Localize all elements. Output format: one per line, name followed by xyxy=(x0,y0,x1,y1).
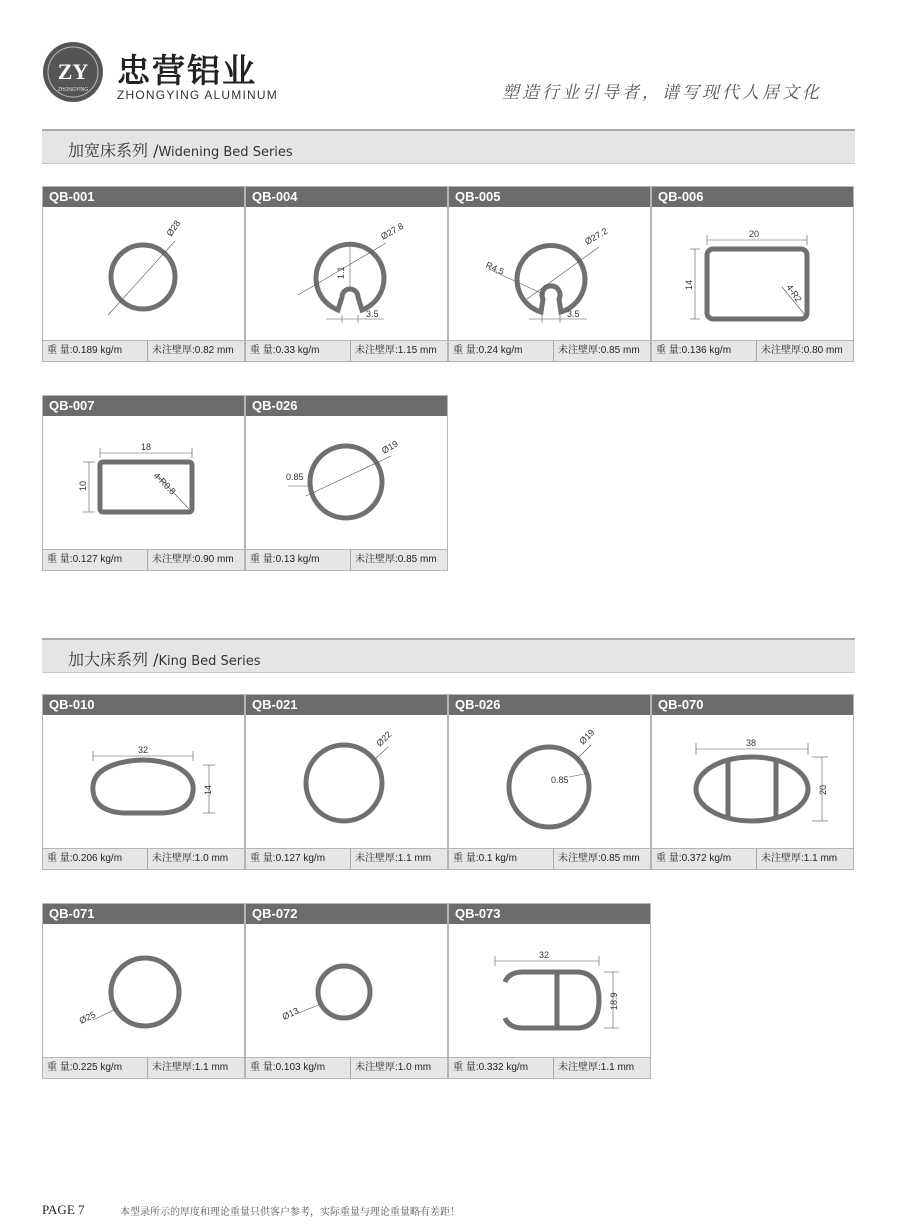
thickness-value: 0.80 mm xyxy=(803,345,843,356)
thickness-value: 1.0 mm xyxy=(397,1062,432,1073)
profile-drawing xyxy=(449,715,650,849)
svg-text:Ø27.8: Ø27.8 xyxy=(379,220,406,242)
svg-text:18.9: 18.9 xyxy=(609,992,619,1010)
profile-drawing xyxy=(43,715,244,849)
weight-value: 0.24 kg/m xyxy=(478,345,523,356)
logo-sub: ZHONGYING xyxy=(57,87,89,93)
product-code: QB-007 xyxy=(43,396,244,416)
svg-text:Ø19: Ø19 xyxy=(380,438,400,456)
thickness-value: 1.1 mm xyxy=(803,853,838,864)
thickness-value: 0.85 mm xyxy=(600,853,640,864)
svg-text:0.85: 0.85 xyxy=(286,472,304,482)
product-code: QB-004 xyxy=(246,187,447,207)
profile-drawing xyxy=(652,715,853,849)
section-title xyxy=(68,138,293,161)
thickness-value: 0.90 mm xyxy=(194,554,234,565)
spec-row: 重 量:0.13 kg/m 未注壁厚:0.85 mm xyxy=(246,549,447,570)
weight-value: 0.103 kg/m xyxy=(275,1062,326,1073)
svg-text:20: 20 xyxy=(749,229,760,239)
weight-cell: 重 量:0.189 kg/m xyxy=(43,341,148,361)
product-code: QB-073 xyxy=(449,904,650,924)
product-code: QB-026 xyxy=(449,695,650,715)
thickness-value: 1.1 mm xyxy=(194,1062,229,1073)
product-code: QB-001 xyxy=(43,187,244,207)
svg-text:14: 14 xyxy=(203,784,213,795)
weight-value: 0.225 kg/m xyxy=(72,1062,123,1073)
product-card xyxy=(245,694,448,870)
product-card xyxy=(42,186,245,362)
section-title-en: Widening Bed Series xyxy=(158,145,293,160)
svg-text:3.5: 3.5 xyxy=(366,309,379,319)
svg-text:32: 32 xyxy=(138,745,149,755)
profile-drawing xyxy=(449,207,650,341)
product-card xyxy=(42,694,245,870)
section-title-en: King Bed Series xyxy=(158,654,261,669)
spec-row: 重 量:0.33 kg/m 未注壁厚:1.15 mm xyxy=(246,340,447,361)
spec-row: 重 量:0.372 kg/m 未注壁厚:1.1 mm xyxy=(652,848,853,869)
spec-row: 重 量:0.24 kg/m 未注壁厚:0.85 mm xyxy=(449,340,650,361)
dim-label: Ø28 xyxy=(164,218,183,239)
thickness-value: 0.82 mm xyxy=(194,345,234,356)
section-title xyxy=(68,647,261,670)
svg-text:Ø25: Ø25 xyxy=(77,1009,98,1026)
spec-row: 重 量:0.127 kg/m 未注壁厚:1.1 mm xyxy=(246,848,447,869)
weight-value: 0.136 kg/m xyxy=(681,345,732,356)
profile-drawing xyxy=(43,207,244,341)
weight-value: 0.206 kg/m xyxy=(72,853,123,864)
spec-row: 重 量:0.103 kg/m 未注壁厚:1.0 mm xyxy=(246,1057,447,1078)
product-card xyxy=(448,903,651,1079)
weight-value: 0.127 kg/m xyxy=(72,554,123,565)
thickness-value: 0.85 mm xyxy=(600,345,640,356)
thickness-value: 1.0 mm xyxy=(194,853,229,864)
weight-value: 0.372 kg/m xyxy=(681,853,732,864)
product-card xyxy=(245,903,448,1079)
spec-row: 重 量:0.206 kg/m 未注壁厚:1.0 mm xyxy=(43,848,244,869)
product-card xyxy=(245,395,448,571)
product-card xyxy=(42,903,245,1079)
footnote: 本型录所示的厚度和理论重量只供客户参考，实际重量与理论重量略有差距！ xyxy=(120,1207,460,1218)
slogan: 塑造行业引导者，谱写现代人居文化 xyxy=(502,83,822,103)
spec-row: 重 量:0.127 kg/m 未注壁厚:0.90 mm xyxy=(43,549,244,570)
svg-text:R4.5: R4.5 xyxy=(484,259,506,277)
profile-drawing xyxy=(246,416,447,550)
product-card xyxy=(651,186,854,362)
svg-text:32: 32 xyxy=(539,950,550,960)
product-code: QB-010 xyxy=(43,695,244,715)
svg-text:14: 14 xyxy=(684,279,694,290)
spec-row: 重 量:0.136 kg/m 未注壁厚:0.80 mm xyxy=(652,340,853,361)
logo-text: ZY xyxy=(57,59,89,84)
weight-value: 0.33 kg/m xyxy=(275,345,320,356)
section-bar-widening xyxy=(42,129,855,164)
spec-row: 重 量:0.332 kg/m 未注壁厚:1.1 mm xyxy=(449,1057,650,1078)
section-bar-king xyxy=(42,638,855,673)
zy-logo xyxy=(42,41,104,103)
section-title-cn: 加宽床系列 / xyxy=(68,141,159,160)
weight-value: 0.127 kg/m xyxy=(275,853,326,864)
product-code: QB-026 xyxy=(246,396,447,416)
product-code: QB-021 xyxy=(246,695,447,715)
product-code: QB-072 xyxy=(246,904,447,924)
svg-text:Ø22: Ø22 xyxy=(374,729,394,749)
profile-drawing xyxy=(449,924,650,1058)
brand-name-cn: 忠营铝业 xyxy=(117,51,257,90)
profile-drawing xyxy=(246,207,447,341)
product-code: QB-070 xyxy=(652,695,853,715)
svg-text:Ø19: Ø19 xyxy=(577,727,597,747)
product-card xyxy=(448,186,651,362)
section-title-cn: 加大床系列 / xyxy=(68,650,159,669)
weight-value: 0.13 kg/m xyxy=(275,554,320,565)
thickness-value: 1.1 mm xyxy=(600,1062,635,1073)
svg-text:3.5: 3.5 xyxy=(567,309,580,319)
profile-drawing xyxy=(246,924,447,1058)
product-code: QB-005 xyxy=(449,187,650,207)
product-card xyxy=(245,186,448,362)
product-card xyxy=(651,694,854,870)
svg-text:20: 20 xyxy=(818,784,828,795)
thickness-value: 0.85 mm xyxy=(397,554,437,565)
weight-value: 0.189 kg/m xyxy=(72,345,123,356)
profile-drawing xyxy=(43,416,244,550)
profile-drawing xyxy=(652,207,853,341)
svg-text:4-R0.8: 4-R0.8 xyxy=(151,470,178,497)
thickness-value: 1.1 mm xyxy=(397,853,432,864)
profile-drawing xyxy=(246,715,447,849)
svg-text:10: 10 xyxy=(78,480,88,491)
svg-text:Ø27.2: Ø27.2 xyxy=(583,225,610,247)
spec-row xyxy=(43,340,244,361)
page-number: PAGE 7 xyxy=(42,1202,85,1217)
svg-text:18: 18 xyxy=(141,442,152,452)
svg-text:1.1: 1.1 xyxy=(336,266,346,279)
svg-text:38: 38 xyxy=(746,738,757,748)
svg-text:4-R2: 4-R2 xyxy=(784,282,804,305)
thickness-value: 1.15 mm xyxy=(397,345,437,356)
profile-drawing xyxy=(43,924,244,1058)
weight-value: 0.1 kg/m xyxy=(478,853,517,864)
brand-name-en: ZHONGYING ALUMINUM xyxy=(117,88,278,102)
spec-row: 重 量:0.1 kg/m 未注壁厚:0.85 mm xyxy=(449,848,650,869)
product-card xyxy=(448,694,651,870)
svg-text:Ø13: Ø13 xyxy=(280,1005,301,1022)
thickness-cell: 未注壁厚:0.82 mm xyxy=(152,345,234,356)
svg-text:0.85: 0.85 xyxy=(551,775,569,785)
product-card xyxy=(42,395,245,571)
product-code: QB-006 xyxy=(652,187,853,207)
weight-value: 0.332 kg/m xyxy=(478,1062,529,1073)
product-code: QB-071 xyxy=(43,904,244,924)
spec-row: 重 量:0.225 kg/m 未注壁厚:1.1 mm xyxy=(43,1057,244,1078)
